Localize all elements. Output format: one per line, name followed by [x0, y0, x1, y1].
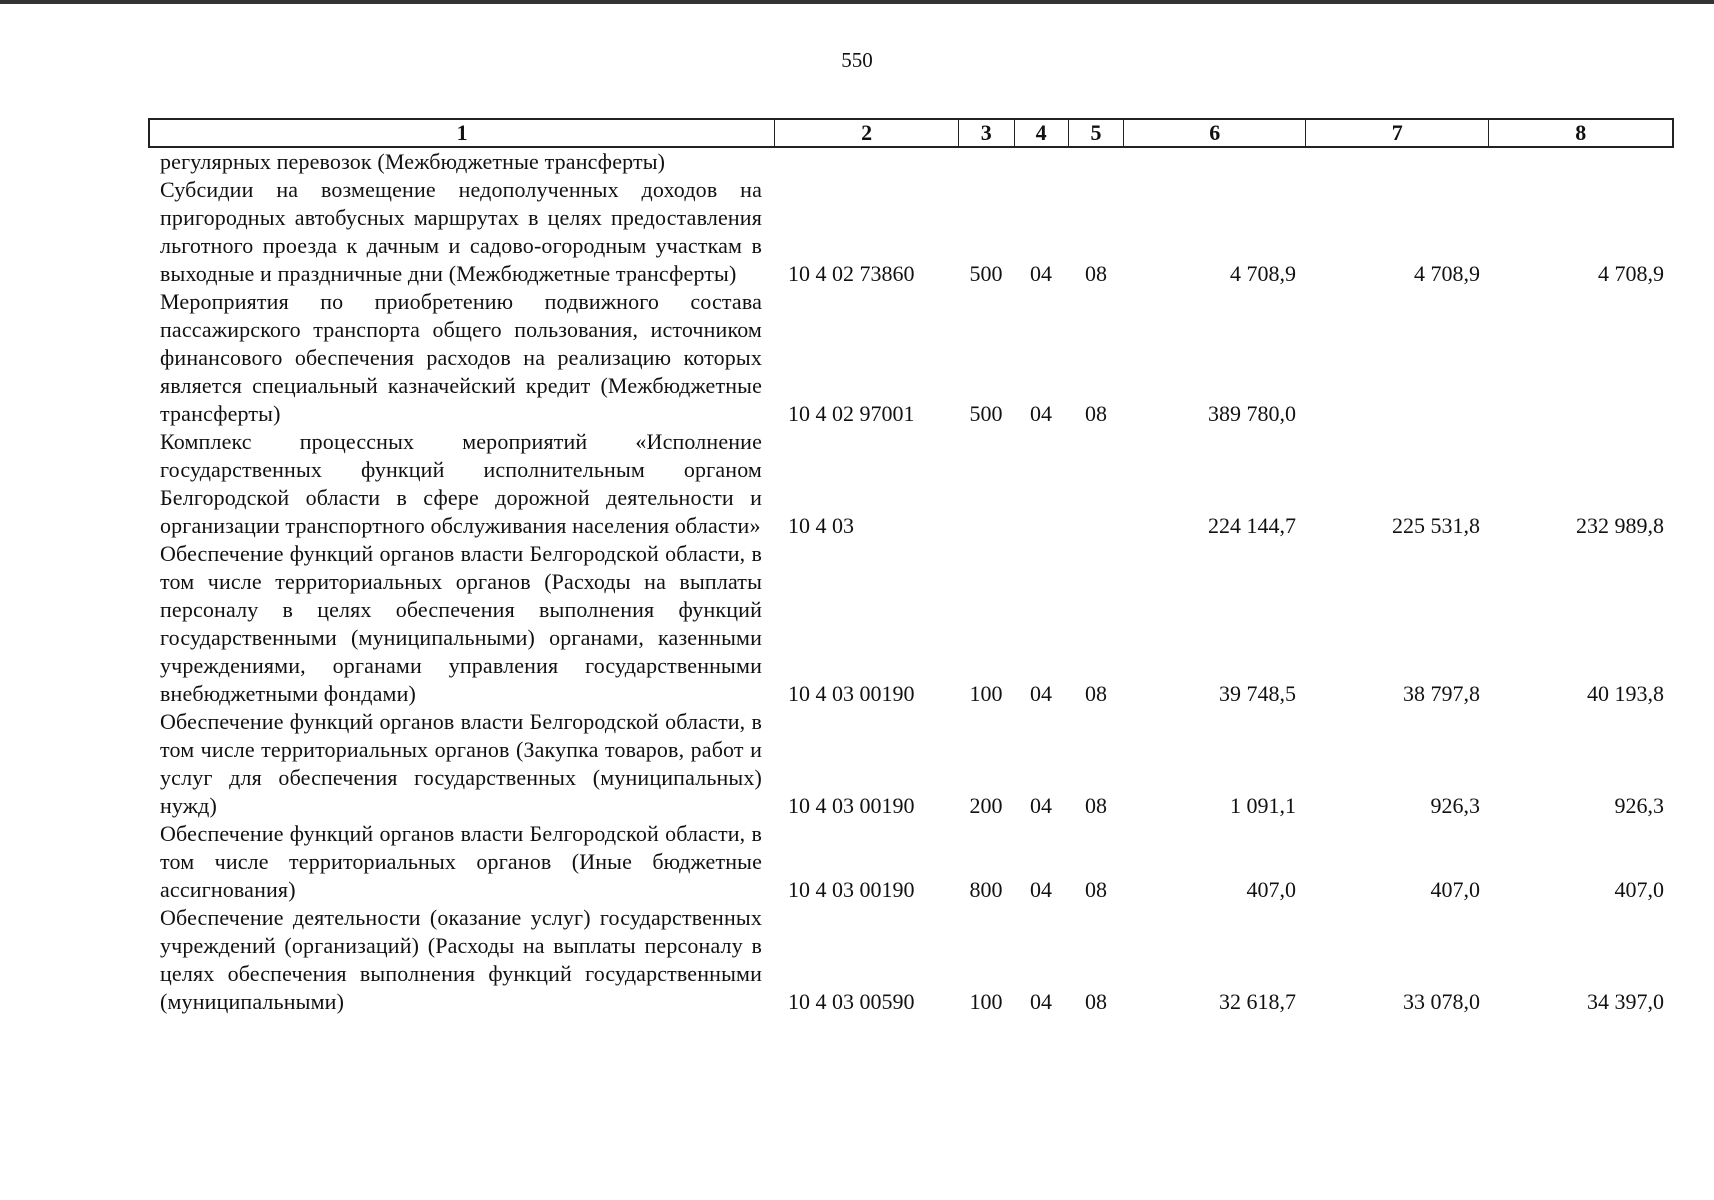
- row-code: 10 4 03: [788, 513, 854, 538]
- row-value-7: 38 797,8: [1403, 681, 1480, 706]
- table-row: [148, 708, 1674, 820]
- column-header-4: 4: [1014, 120, 1068, 146]
- row-value-7: 407,0: [1430, 877, 1480, 902]
- table-row: [148, 904, 1674, 1016]
- row-value-6: 1 091,1: [1230, 793, 1296, 818]
- table-row: [148, 288, 1674, 428]
- row-column-5: 08: [1085, 989, 1107, 1014]
- row-column-5: 08: [1085, 793, 1107, 818]
- row-column-3: 200: [969, 793, 1003, 818]
- row-value-7: 225 531,8: [1392, 513, 1480, 538]
- row-description: Комплекс процессных мероприятий «Исполнение государственных функций исполнительным органом Белгородской области в сфере дорожной деятельности и организации транспортного обслуживания населения области»: [160, 429, 762, 538]
- row-value-8: 926,3: [1614, 793, 1664, 818]
- table-row: [148, 148, 1674, 176]
- column-header-7: 7: [1305, 120, 1489, 146]
- table-row: [148, 820, 1674, 904]
- row-column-4: 04: [1030, 261, 1052, 286]
- row-column-3: 500: [969, 261, 1003, 286]
- row-column-4: 04: [1030, 401, 1052, 426]
- row-column-4: 04: [1030, 877, 1052, 902]
- row-value-6: 32 618,7: [1219, 989, 1296, 1014]
- row-column-5: 08: [1085, 681, 1107, 706]
- column-header-8: 8: [1488, 120, 1672, 146]
- row-code: 10 4 03 00590: [788, 989, 915, 1014]
- table-row: [148, 540, 1674, 708]
- row-column-3: 100: [969, 681, 1003, 706]
- row-column-3: 100: [969, 989, 1003, 1014]
- page-number: 550: [841, 48, 873, 72]
- row-value-7: 4 708,9: [1414, 261, 1480, 286]
- row-code: 10 4 02 97001: [788, 401, 915, 426]
- row-value-8: 407,0: [1614, 877, 1664, 902]
- table-body: [148, 148, 1674, 1016]
- row-description: Мероприятия по приобретению подвижного состава пассажирского транспорта общего пользования, источником финансового обеспечения расходов на реализацию которых является специальный казначейский кредит (Межбюджетные трансферты): [160, 289, 762, 426]
- column-header-3: 3: [958, 120, 1014, 146]
- row-column-4: 04: [1030, 793, 1052, 818]
- table-row: [148, 176, 1674, 288]
- row-description: Обеспечение функций органов власти Белгородской области, в том числе территориальных органов (Иные бюджетные ассигнования): [160, 821, 762, 902]
- row-column-5: 08: [1085, 877, 1107, 902]
- row-description: Обеспечение функций органов власти Белгородской области, в том числе территориальных органов (Закупка товаров, работ и услуг для обеспечения государственных (муниципальных) нужд): [160, 709, 762, 818]
- table-row: [148, 428, 1674, 540]
- row-code: 10 4 03 00190: [788, 681, 915, 706]
- row-column-3: 800: [969, 877, 1003, 902]
- row-value-8: 232 989,8: [1576, 513, 1664, 538]
- row-column-3: 500: [969, 401, 1003, 426]
- column-header-1: 1: [456, 120, 468, 145]
- row-code: 10 4 03 00190: [788, 793, 915, 818]
- row-value-6: 4 708,9: [1230, 261, 1296, 286]
- row-column-4: 04: [1030, 681, 1052, 706]
- row-value-7: 926,3: [1430, 793, 1480, 818]
- row-description: Обеспечение функций органов власти Белгородской области, в том числе территориальных органов (Расходы на выплаты персоналу в целях обеспечения выполнения функций государственными (муниципальными) органами, казенными учреждениями, органами управления государственными внебюджетными фондами): [160, 541, 762, 706]
- row-value-8: 4 708,9: [1598, 261, 1664, 286]
- row-value-6: 389 780,0: [1208, 401, 1296, 426]
- row-value-6: 407,0: [1246, 877, 1296, 902]
- row-column-5: 08: [1085, 401, 1107, 426]
- row-code: 10 4 02 73860: [788, 261, 915, 286]
- row-description: Субсидии на возмещение недополученных доходов на пригородных автобусных маршрутах в целях предоставления льготного проезда к дачным и садово-огородным участкам в выходные и праздничные дни (Межбюджетные трансферты): [160, 177, 762, 286]
- row-value-8: 40 193,8: [1587, 681, 1664, 706]
- row-value-6: 224 144,7: [1208, 513, 1296, 538]
- table-header-row: [148, 118, 1674, 148]
- column-header-2: 2: [774, 120, 958, 146]
- row-value-6: 39 748,5: [1219, 681, 1296, 706]
- scan-top-edge: [0, 0, 1714, 4]
- row-value-8: 34 397,0: [1587, 989, 1664, 1014]
- budget-table: [148, 118, 1674, 1016]
- row-description: Обеспечение деятельности (оказание услуг) государственных учреждений (организаций) (Расходы на выплаты персоналу в целях обеспечения выполнения функций государственными (муниципальными): [160, 905, 762, 1014]
- row-code: 10 4 03 00190: [788, 877, 915, 902]
- row-column-4: 04: [1030, 989, 1052, 1014]
- column-header-5: 5: [1068, 120, 1124, 146]
- row-description: регулярных перевозок (Межбюджетные трансферты): [160, 149, 666, 174]
- row-column-5: 08: [1085, 261, 1107, 286]
- column-header-6: 6: [1123, 120, 1305, 146]
- row-value-7: 33 078,0: [1403, 989, 1480, 1014]
